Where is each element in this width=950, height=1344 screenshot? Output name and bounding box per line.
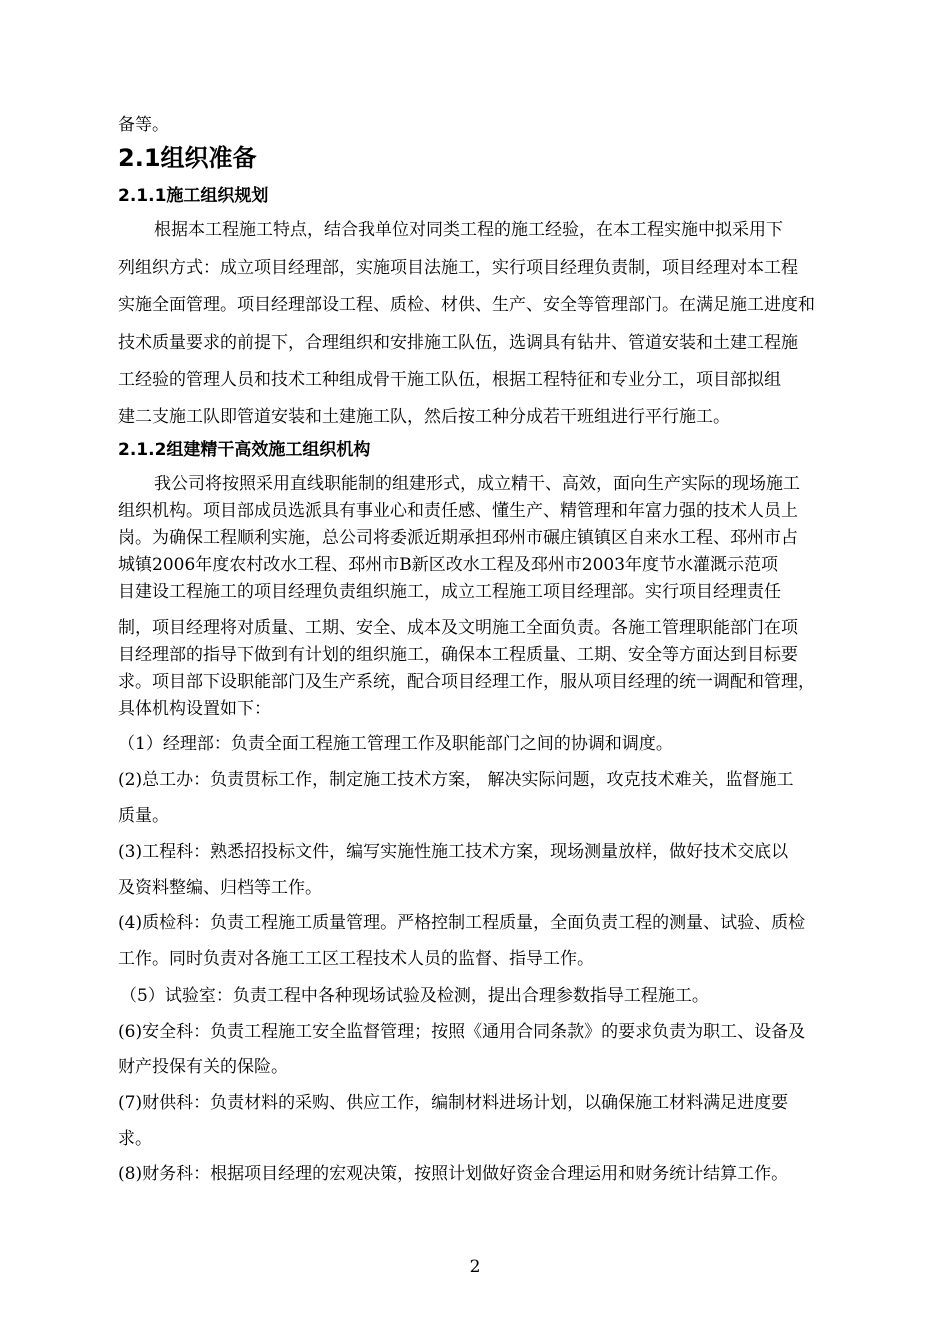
lead-line: 备等。 xyxy=(118,115,169,135)
list-item: (7)财供科：负责材料的采购、供应工作，编制材料进场计划，以确保施工材料满足进度要 xyxy=(118,1093,789,1113)
paragraph-line: 我公司将按照采用直线职能制的组建形式，成立精干、高效，面向生产实际的现场施工 xyxy=(154,474,800,494)
paragraph-line: 目建设工程施工的项目经理负责组织施工，成立工程施工项目经理部。实行项目经理责任 xyxy=(118,582,781,602)
list-item: （1）经理部：负责全面工程施工管理工作及职能部门之间的协调和调度。 xyxy=(118,734,673,754)
paragraph-line: 技术质量要求的前提下，合理组织和安排施工队伍，选调具有钻井、管道安装和土建工程施 xyxy=(118,333,798,353)
paragraph-line: 工经验的管理人员和技术工种组成骨干施工队伍，根据工程特征和专业分工，项目部拟组 xyxy=(118,370,781,390)
list-item: (4)质检科：负责工程施工质量管理。严格控制工程质量，全面负责工程的测量、试验、质检 xyxy=(118,913,806,933)
paragraph-line: 岗。为确保工程顺利实施，总公司将委派近期承担邳州市碾庄镇镇区自来水工程、邳州市占 xyxy=(118,528,798,548)
list-item: (8)财务科：根据项目经理的宏观决策，按照计划做好资金合理运用和财务统计结算工作。 xyxy=(118,1164,789,1184)
paragraph-line: 列组织方式：成立项目经理部，实施项目法施工，实行项目经理负责制，项目经理对本工程 xyxy=(118,258,798,278)
section-heading: 2.1组织准备 xyxy=(118,144,257,172)
paragraph-line: 建二支施工队即管道安装和土建施工队，然后按工种分成若干班组进行平行施工。 xyxy=(118,407,730,427)
subsection-heading-2: 2.1.2组建精干高效施工组织机构 xyxy=(118,440,371,460)
list-item: (6)安全科：负责工程施工安全监督管理；按照《通用合同条款》的要求负责为职工、设备及 xyxy=(118,1022,806,1042)
paragraph-line: 求。项目部下设职能部门及生产系统，配合项目经理工作，服从项目经理的统一调配和管理， xyxy=(118,672,815,692)
list-item: （5）试验室：负责工程中各种现场试验及检测，提出合理参数指导工程施工。 xyxy=(120,986,709,1006)
list-item: 财产投保有关的保险。 xyxy=(118,1057,288,1077)
list-item: 质量。 xyxy=(118,806,169,826)
list-item: (2)总工办：负责贯标工作，制定施工技术方案， 解决实际问题，攻克技术难关，监督施工 xyxy=(118,770,794,790)
paragraph-line: 城镇2006年度农村改水工程、邳州市B新区改水工程及邳州市2003年度节水灌溉示范项 xyxy=(118,555,779,575)
paragraph-line: 具体机构设置如下： xyxy=(118,699,271,719)
list-item: (3)工程科：熟悉招投标文件，编写实施性施工技术方案，现场测量放样，做好技术交底以 xyxy=(118,842,789,862)
subsection-heading-1: 2.1.1施工组织规划 xyxy=(118,186,269,206)
paragraph-line: 组织机构。项目部成员选派具有事业心和责任感、懂生产、精管理和年富力强的技术人员上 xyxy=(118,501,798,521)
list-item: 工作。同时负责对各施工工区工程技术人员的监督、指导工作。 xyxy=(118,949,594,969)
paragraph-line: 根据本工程施工特点，结合我单位对同类工程的施工经验，在本工程实施中拟采用下 xyxy=(154,220,783,240)
paragraph-line: 目经理部的指导下做到有计划的组织施工，确保本工程质量、工期、安全等方面达到目标要 xyxy=(118,645,798,665)
list-item: 及资料整编、归档等工作。 xyxy=(118,878,322,898)
list-item: 求。 xyxy=(118,1129,152,1149)
paragraph-line: 制，项目经理将对质量、工期、安全、成本及文明施工全面负责。各施工管理职能部门在项 xyxy=(118,618,798,638)
page-number: 2 xyxy=(469,1257,481,1277)
paragraph-line: 实施全面管理。项目经理部设工程、质检、材供、生产、安全等管理部门。在满足施工进度和 xyxy=(118,295,815,315)
